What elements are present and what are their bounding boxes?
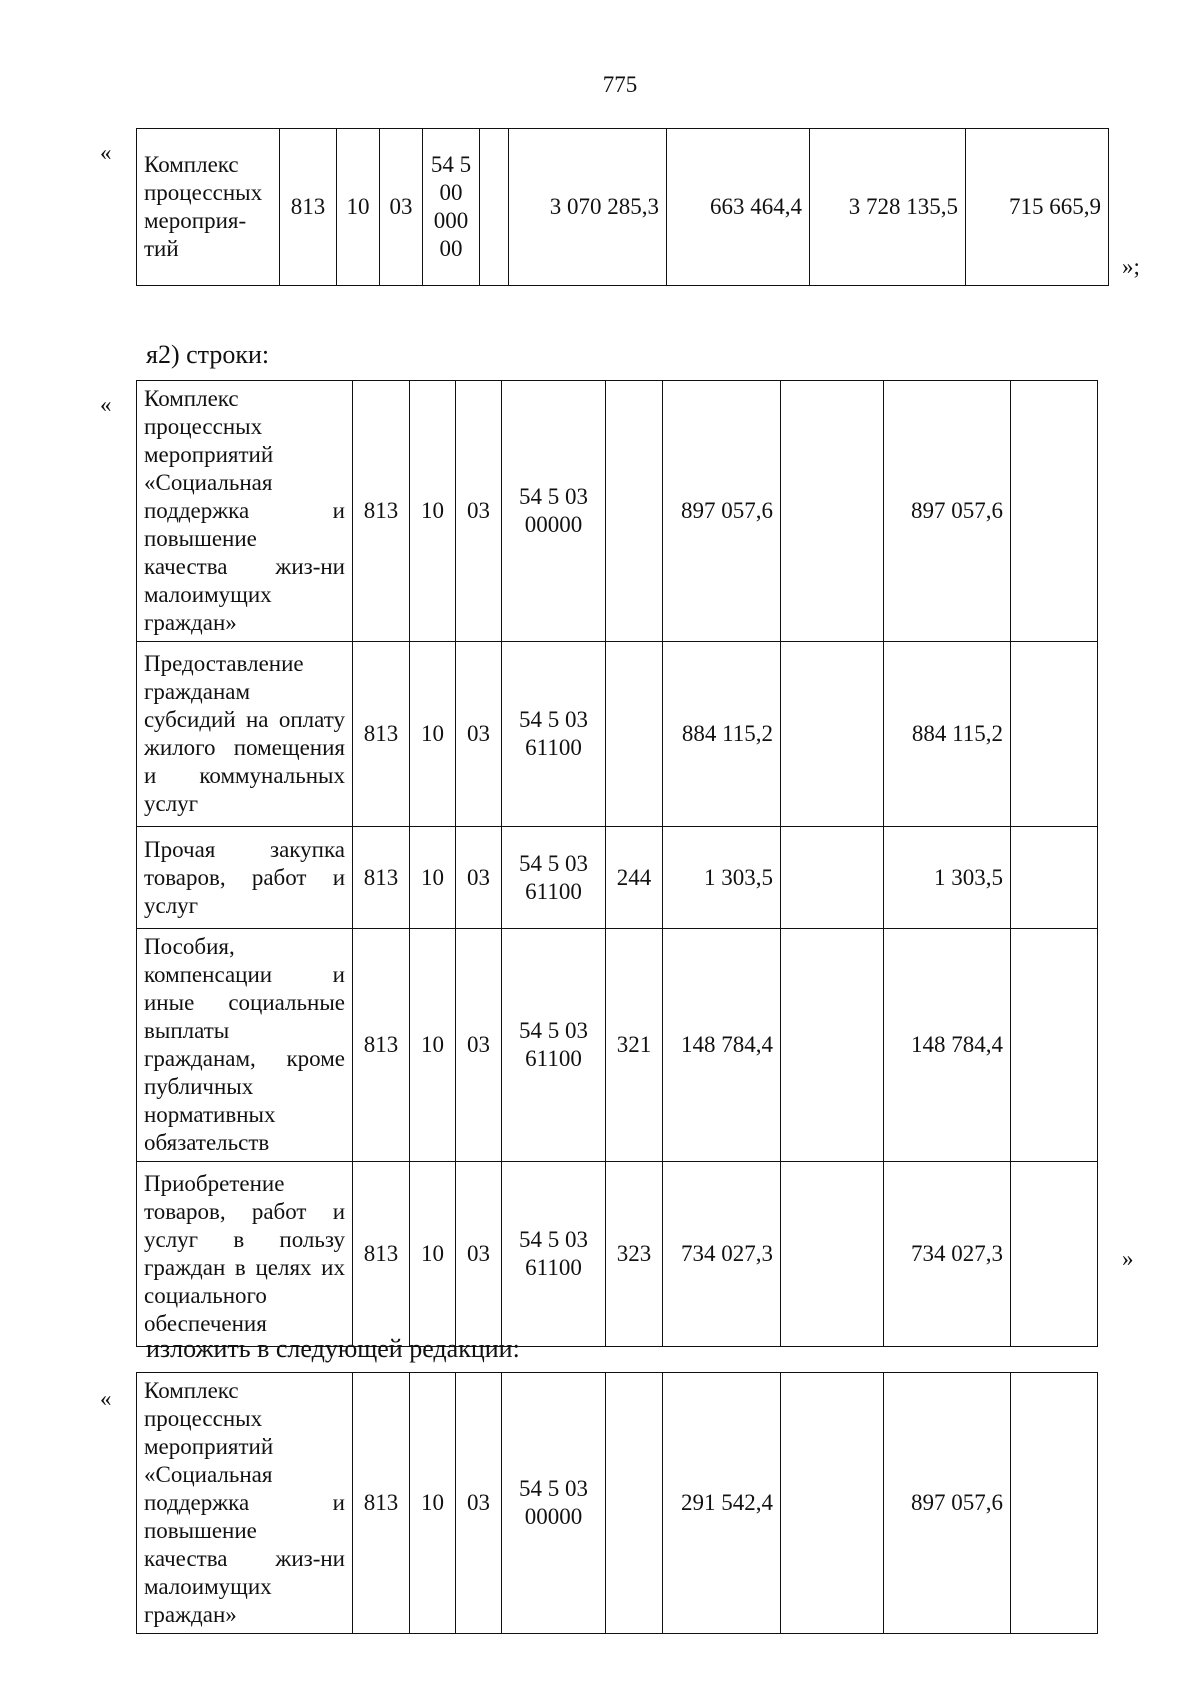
value-3: 3 728 135,5 xyxy=(810,129,966,286)
target-code: 54 5 03 00000 xyxy=(502,381,606,642)
expense-type xyxy=(606,642,663,827)
value-1: 3 070 285,3 xyxy=(509,129,667,286)
value-1: 884 115,2 xyxy=(663,642,781,827)
value-2 xyxy=(781,642,884,827)
subsection-code: 03 xyxy=(456,642,502,827)
value-2 xyxy=(781,827,884,929)
section-code: 10 xyxy=(410,1162,456,1347)
ministry-code: 813 xyxy=(353,642,410,827)
table-3 xyxy=(136,1372,1098,1634)
row-name: Приобретение товаров, работ и услуг в пользу граждан в целях их социального обеспечения xyxy=(137,1162,353,1347)
target-code: 54 5 03 61100 xyxy=(502,929,606,1162)
ministry-code: 813 xyxy=(353,827,410,929)
section-code: 10 xyxy=(337,129,380,286)
row-name: Комплекс процессных мероприятий «Социальная поддержка и повышение качества жиз-ни малоимущих граждан» xyxy=(137,1373,353,1634)
value-3: 734 027,3 xyxy=(884,1162,1011,1347)
value-1: 148 784,4 xyxy=(663,929,781,1162)
value-4: 715 665,9 xyxy=(966,129,1109,286)
value-4 xyxy=(1011,1373,1098,1634)
row-name: Предоставление гражданам субсидий на оплату жилого помещения и коммунальных услуг xyxy=(137,642,353,827)
section-heading-new-edition: изложить в следующей редакции: xyxy=(146,1334,520,1363)
opening-quote: « xyxy=(100,392,112,417)
opening-quote: « xyxy=(100,1386,112,1411)
table-row xyxy=(137,642,1098,827)
ministry-code: 813 xyxy=(280,129,337,286)
value-4 xyxy=(1011,929,1098,1162)
expense-type xyxy=(480,129,509,286)
section-heading-rows: я2) строки: xyxy=(146,340,270,369)
section-code: 10 xyxy=(410,1373,456,1634)
value-1: 291 542,4 xyxy=(663,1373,781,1634)
table-row xyxy=(137,827,1098,929)
ministry-code: 813 xyxy=(353,1373,410,1634)
value-1: 897 057,6 xyxy=(663,381,781,642)
ministry-code: 813 xyxy=(353,381,410,642)
value-4 xyxy=(1011,827,1098,929)
section-code: 10 xyxy=(410,929,456,1162)
table-row xyxy=(137,1162,1098,1347)
ministry-code: 813 xyxy=(353,1162,410,1347)
subsection-code: 03 xyxy=(456,1162,502,1347)
value-4 xyxy=(1011,1162,1098,1347)
subsection-code: 03 xyxy=(456,1373,502,1634)
value-4 xyxy=(1011,381,1098,642)
value-3: 148 784,4 xyxy=(884,929,1011,1162)
table-row xyxy=(137,129,1109,286)
expense-type: 323 xyxy=(606,1162,663,1347)
value-2 xyxy=(781,381,884,642)
value-2 xyxy=(781,1162,884,1347)
value-2 xyxy=(781,1373,884,1634)
table-1 xyxy=(136,128,1109,286)
row-name: Комплекс процессных мероприятий «Социальная поддержка и повышение качества жиз-ни малоимущих граждан» xyxy=(137,381,353,642)
expense-type: 321 xyxy=(606,929,663,1162)
opening-quote: « xyxy=(100,140,112,165)
value-2 xyxy=(781,929,884,1162)
table-2 xyxy=(136,380,1098,1347)
value-4 xyxy=(1011,642,1098,827)
value-1: 1 303,5 xyxy=(663,827,781,929)
value-3: 897 057,6 xyxy=(884,1373,1011,1634)
row-name: Пособия, компенсации и иные социальные выплаты гражданам, кроме публичных нормативных обязательств xyxy=(137,929,353,1162)
expense-type xyxy=(606,381,663,642)
value-1: 734 027,3 xyxy=(663,1162,781,1347)
target-code: 54 5 03 61100 xyxy=(502,827,606,929)
target-code: 54 5 03 00000 xyxy=(502,1373,606,1634)
subsection-code: 03 xyxy=(456,381,502,642)
target-code: 54 5 03 61100 xyxy=(502,1162,606,1347)
section-code: 10 xyxy=(410,827,456,929)
row-name: Прочая закупка товаров, работ и услуг xyxy=(137,827,353,929)
value-3: 897 057,6 xyxy=(884,381,1011,642)
closing-quote: » xyxy=(1122,1246,1134,1271)
target-code: 54 5 03 61100 xyxy=(502,642,606,827)
value-2: 663 464,4 xyxy=(667,129,810,286)
table-row xyxy=(137,1373,1098,1634)
page-number: 775 xyxy=(602,72,638,97)
subsection-code: 03 xyxy=(456,827,502,929)
closing-quote: »; xyxy=(1122,254,1140,279)
section-code: 10 xyxy=(410,381,456,642)
ministry-code: 813 xyxy=(353,929,410,1162)
row-name: Комплекс процессных мероприя-тий xyxy=(137,129,280,286)
table-row xyxy=(137,929,1098,1162)
expense-type: 244 xyxy=(606,827,663,929)
value-3: 884 115,2 xyxy=(884,642,1011,827)
subsection-code: 03 xyxy=(456,929,502,1162)
expense-type xyxy=(606,1373,663,1634)
table-row xyxy=(137,381,1098,642)
target-code: 54 5 00 000 00 xyxy=(423,129,480,286)
section-code: 10 xyxy=(410,642,456,827)
value-3: 1 303,5 xyxy=(884,827,1011,929)
subsection-code: 03 xyxy=(380,129,423,286)
